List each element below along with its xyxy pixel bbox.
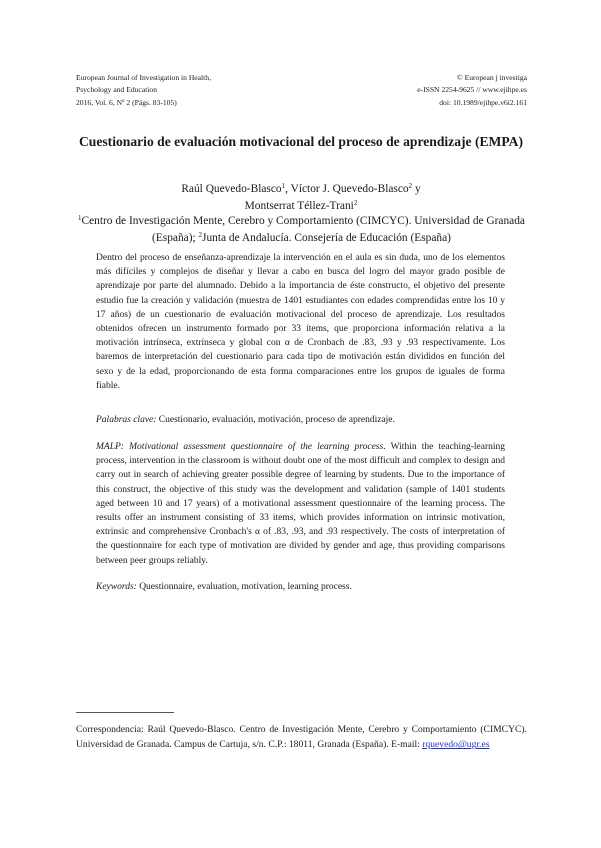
journal-issue: 2016, Vol. 6, Nº 2 (Págs. 83-105) bbox=[76, 97, 177, 107]
email-link[interactable]: rquevedo@ugr.es bbox=[422, 739, 490, 751]
author-1: Raúl Quevedo-Blasco bbox=[181, 183, 282, 195]
english-title: MALP: Motivational assessment questionnaire of the learning process bbox=[96, 442, 384, 452]
affil-1-marker: 1 bbox=[78, 214, 82, 222]
author-2-affil: 2 bbox=[408, 182, 413, 190]
issn: e-ISSN 2254-9625 // www.ejihpe.es bbox=[417, 85, 527, 95]
correspondence-footnote bbox=[76, 722, 527, 753]
affil-2-marker: 2 bbox=[198, 230, 203, 239]
keywords-label: Keywords: bbox=[96, 582, 137, 592]
doi: doi: 10.1989/ejihpe.v6i2.161 bbox=[439, 97, 527, 107]
correspondence-text: Correspondencia: Raúl Quevedo-Blasco. Centro de Investigación Mente, Cerebro y Comportamiento (CIMCYC). Universidad de Granada. Campus de Cartuja, s/n. C.P.: 18011, Granada (España). E-mail: bbox=[76, 724, 527, 751]
paper-title: Cuestionario de evaluación motivacional del proceso de aprendizaje (EMPA) bbox=[78, 134, 524, 149]
abstract-spanish: Dentro del proceso de enseñanza-aprendizaje la intervención en el aula es sin duda, uno de los elementos más difíciles y complejos de diseñar y llevar a cabo en busca del logro del mayor grado posible de aprendizaje por parte del alumnado. Debido a la importancia de éste constructo, el objetivo del presente estudio fue la creación y validación (muestra de 1401 estudiantes con edades comprendidas entre los 10 y 17 años) de un cuestionario de evaluación motivacional del proceso de aprendizaje. Los resultados obtenidos ofrecen un instrumento formado por 33 ítems, que proporciona información relativa a la motivación intrínseca, extrínseca y global con α de Cronbach de .83, .93 y .93 respectivamente. Los baremos de interpretación del cuestionario para cada tipo de motivación están divididos en función del sexo y de la edad, proporcionando de esta forma comparaciones entre los grupos de iguales de forma fiable. bbox=[96, 253, 505, 391]
keywords-text: Cuestionario, evaluación, motivación, proceso de aprendizaje. bbox=[156, 415, 395, 425]
author-list bbox=[90, 181, 512, 215]
keywords-spanish bbox=[96, 413, 505, 427]
author-2: Víctor J. Quevedo-Blasco bbox=[290, 183, 409, 195]
journal-name-line2: Psychology and Education bbox=[76, 85, 157, 95]
journal-meta bbox=[307, 72, 527, 109]
journal-name-line1: European Journal of Investigation in Health, bbox=[76, 73, 211, 82]
author-separator: , bbox=[285, 183, 291, 195]
journal-header bbox=[76, 72, 276, 109]
footnote-divider bbox=[76, 712, 174, 713]
copyright: © European j investiga bbox=[456, 73, 527, 82]
keywords-text: Questionnaire, evaluation, motivation, learning process. bbox=[136, 582, 352, 592]
author-separator: y bbox=[412, 183, 421, 195]
affil-1: Centro de Investigación Mente, Cerebro y Comportamiento (CIMCYC). Universidad de Granada (España); bbox=[81, 215, 525, 244]
keywords-label: Palabras clave: bbox=[96, 415, 157, 425]
affiliations bbox=[76, 213, 527, 246]
author-3-affil: 2 bbox=[353, 199, 358, 207]
abstract-english bbox=[96, 440, 505, 568]
author-1-affil: 1 bbox=[281, 182, 286, 190]
keywords-english bbox=[96, 580, 505, 594]
author-3: Montserrat Téllez-Trani bbox=[244, 200, 354, 212]
affil-2: Junta de Andalucía. Consejería de Educación (España) bbox=[202, 231, 451, 244]
english-abstract-text: . Within the teaching-learning process, intervention in the classroom is without doubt one of the most difficult and complex to design and carry out in search of achieving greater possible degree of learning by students. Due to the importance of this construct, the objective of this study was the development and validation (sample of 1401 students aged between 10 and 17 years) of a motivational assessment questionnaire of the learning process. The results offer an instrument consisting of 33 items, which provides information on intrinsic motivation, extrinsic and comprehensive Cronbach's α of .83, .93, and .93 respectively. The costs of interpretation of the questionnaire for each type of motivation are divided by gender and age, thus providing comparisons between peer groups reliably. bbox=[96, 442, 505, 566]
